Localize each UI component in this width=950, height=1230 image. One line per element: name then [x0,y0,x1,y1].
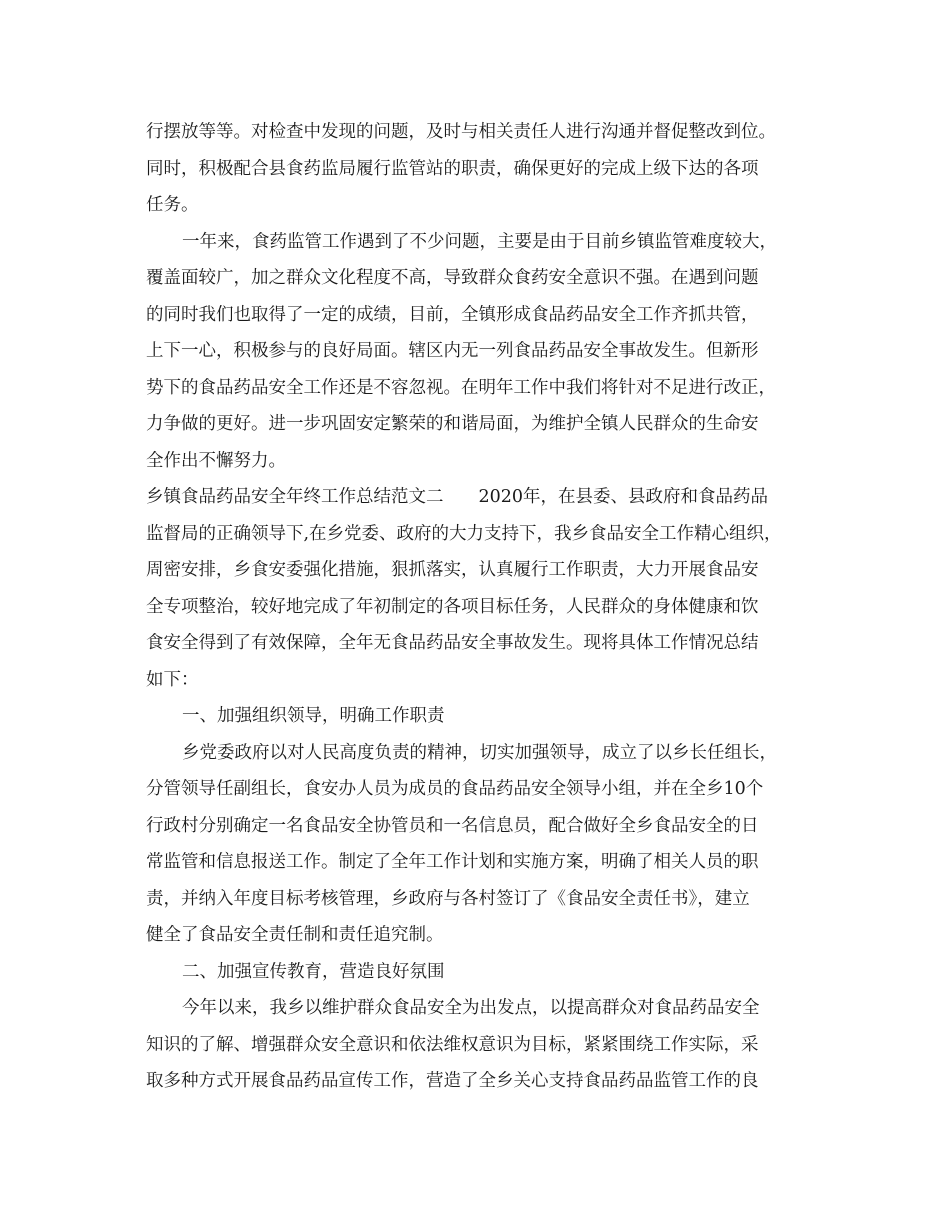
text-line: 监督局的正确领导下,在乡党委、政府的大力支持下，我乡食品安全工作精心组织， [146,523,782,544]
text-line: 上下一心，积极参与的良好局面。辖区内无一列食品药品安全事故发生。但新形 [146,341,759,361]
text-line: 取多种方式开展食品药品宣传工作，营造了全乡关心支持食品药品监管工作的良 [146,1071,759,1091]
text-line: 常监管和信息报送工作。制定了全年工作计划和实施方案，明确了相关人员的职 [146,852,759,872]
text-line: 一、加强组织领导，明确工作职责 [182,706,445,726]
text-line: 乡镇食品药品安全年终工作总结范文二 2020年，在县委、县政府和食品药品 [146,487,769,507]
text-line: 行摆放等等。对检查中发现的问题，及时与相关责任人进行沟通并督促整改到位。 [146,122,776,142]
text-line: 势下的食品药品安全工作还是不容忽视。在明年工作中我们将针对不足进行改正， [146,377,776,398]
text-line: 全专项整治，较好地完成了年初制定的各项目标任务，人民群众的身体健康和饮 [146,596,759,617]
text-line: 食安全得到了有效保障，全年无食品药品安全事故发生。现将具体工作情况总结 [146,633,759,653]
text-line: 健全了食品安全责任制和责任追究制。 [146,925,444,945]
text-line: 一年来，食药监管工作遇到了不少问题，主要是由于目前乡镇监管难度较大， [182,231,777,252]
text-line: 二、加强宣传教育，营造良好氛围 [182,961,445,982]
text-line: 力争做的更好。进一步巩固安定繁荣的和谐局面，为维护全镇人民群众的生命安 [146,414,759,434]
text-line: 任务。 [146,195,199,215]
text-line: 知识的了解、增强群众安全意识和依法维权意识为目标，紧紧围绕工作实际，采 [146,1034,759,1055]
text-line: 全作出不懈努力。 [146,450,286,471]
text-line: 行政村分别确定一名食品安全协管员和一名信息员，配合做好全乡食品安全的日 [146,815,759,836]
text-line: 今年以来，我乡以维护群众食品安全为出发点，以提高群众对食品药品安全 [182,998,760,1018]
text-line: 责，并纳入年度目标考核管理，乡政府与各村签订了《食品安全责任书》，建立 [146,888,750,909]
text-line: 周密安排，乡食安委强化措施，狠抓落实，认真履行工作职责，大力开展食品安 [146,560,759,580]
text-line: 同时，积极配合县食药监局履行监管站的职责，确保更好的完成上级下达的各项 [146,158,759,179]
text-line: 如下： [146,669,199,690]
text-line: 的同时我们也取得了一定的成绩，目前，全镇形成食品药品安全工作齐抓共管， [146,304,759,325]
text-line: 分管领导任副组长，食安办人员为成员的食品药品安全领导小组，并在全乡10个 [146,779,764,799]
text-line: 乡党委政府以对人民高度负责的精神，切实加强领导，成立了以乡长任组长， [182,742,777,763]
text-line: 覆盖面较广，加之群众文化程度不高，导致群众食药安全意识不强。在遇到问题 [146,268,759,288]
